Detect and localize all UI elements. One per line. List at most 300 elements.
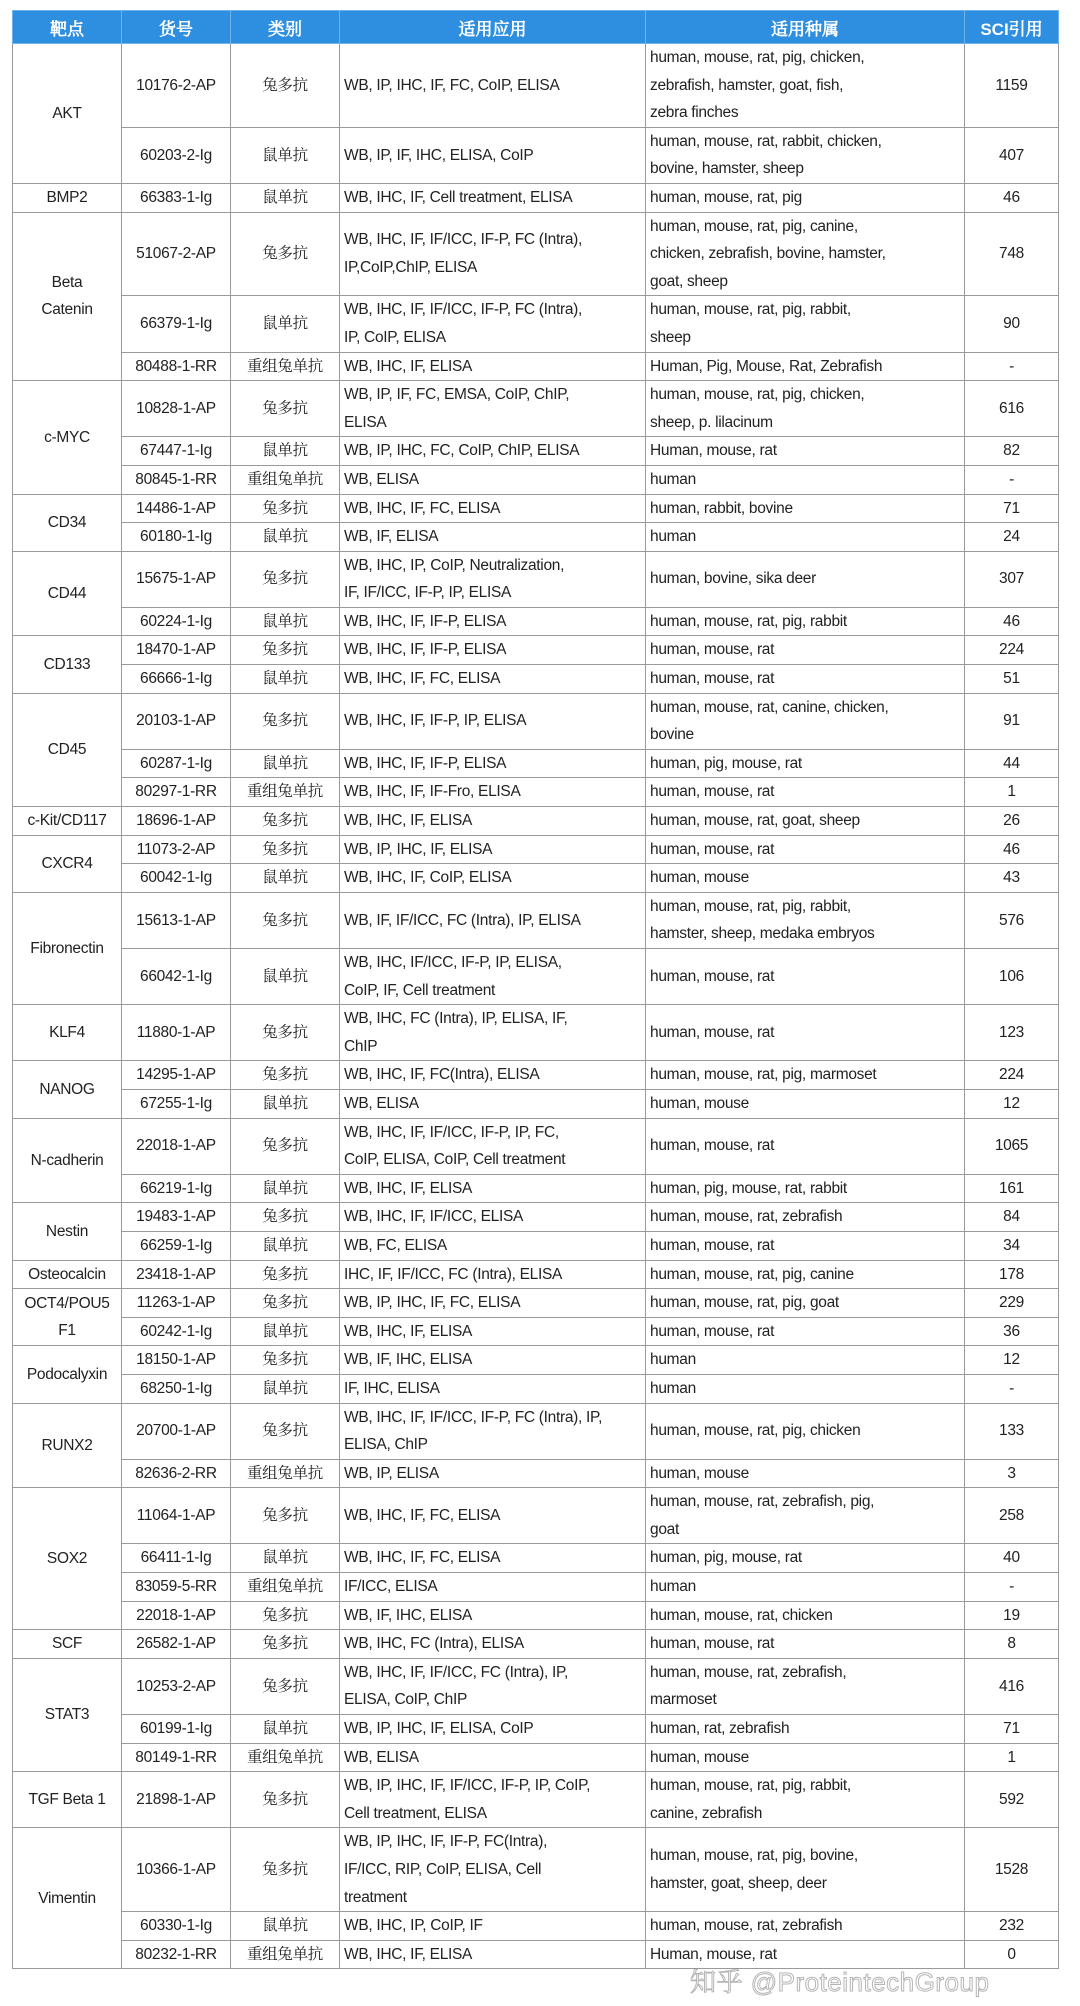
species: human, mouse, rat	[646, 1630, 965, 1659]
sci-citations: 90	[965, 296, 1059, 352]
antibody-type: 鼠单抗	[231, 1544, 340, 1573]
applications: WB, IF, IHC, ELISA	[340, 1346, 646, 1375]
table-row	[13, 1203, 1059, 1232]
sci-citations: 232	[965, 1912, 1059, 1941]
sci-citations: 229	[965, 1289, 1059, 1318]
antibody-type: 鼠单抗	[231, 1912, 340, 1941]
applications: WB, IHC, IF, ELISA	[340, 352, 646, 381]
catalog-number: 26582-1-AP	[122, 1630, 231, 1659]
species: human, mouse, rat, pig, rabbit, sheep	[646, 296, 965, 352]
sci-citations: 1159	[965, 44, 1059, 128]
catalog-number: 67255-1-Ig	[122, 1089, 231, 1118]
sci-citations: 161	[965, 1174, 1059, 1203]
sci-citations: 12	[965, 1346, 1059, 1375]
applications: WB, IHC, IF, ELISA	[340, 1317, 646, 1346]
target-cell: Fibronectin	[13, 892, 122, 1004]
antibody-type: 鼠单抗	[231, 864, 340, 893]
target-cell: CD34	[13, 494, 122, 551]
catalog-number: 60330-1-Ig	[122, 1912, 231, 1941]
target-cell: SOX2	[13, 1488, 122, 1630]
species: human, mouse, rat, pig, rabbit	[646, 607, 965, 636]
header-row	[13, 11, 1059, 44]
target-cell: BMP2	[13, 183, 122, 212]
applications: WB, IHC, IF, IF/ICC, IF-P, FC (Intra), IP, CoIP, ELISA	[340, 296, 646, 352]
applications: WB, IP, IF, FC, EMSA, CoIP, ChIP, ELISA	[340, 381, 646, 437]
applications: WB, FC, ELISA	[340, 1231, 646, 1260]
catalog-number: 10366-1-AP	[122, 1828, 231, 1912]
sci-citations: 0	[965, 1940, 1059, 1969]
species: human	[646, 1573, 965, 1602]
table-row	[13, 1174, 1059, 1203]
antibody-type: 鼠单抗	[231, 183, 340, 212]
catalog-number: 68250-1-Ig	[122, 1374, 231, 1403]
target-cell: CD45	[13, 693, 122, 806]
sci-citations: 592	[965, 1772, 1059, 1828]
catalog-number: 80149-1-RR	[122, 1743, 231, 1772]
applications: IF, IHC, ELISA	[340, 1374, 646, 1403]
catalog-number: 66383-1-Ig	[122, 183, 231, 212]
antibody-type: 鼠单抗	[231, 749, 340, 778]
antibody-type: 鼠单抗	[231, 1374, 340, 1403]
species: human, mouse, rat, pig, chicken, sheep, p. lilacinum	[646, 381, 965, 437]
antibody-type: 兔多抗	[231, 212, 340, 296]
catalog-number: 51067-2-AP	[122, 212, 231, 296]
antibody-type: 兔多抗	[231, 1346, 340, 1375]
catalog-number: 66379-1-Ig	[122, 296, 231, 352]
table-row	[13, 778, 1059, 807]
sci-citations: 36	[965, 1317, 1059, 1346]
catalog-number: 18696-1-AP	[122, 807, 231, 836]
table-row	[13, 1118, 1059, 1174]
species: human, mouse, rat, pig, canine, chicken, zebrafish, bovine, hamster, goat, sheep	[646, 212, 965, 296]
applications: WB, IP, IHC, IF, FC, ELISA	[340, 1289, 646, 1318]
species: human, rabbit, bovine	[646, 494, 965, 523]
antibody-type: 重组兔单抗	[231, 465, 340, 494]
antibody-type: 兔多抗	[231, 1658, 340, 1714]
sci-citations: 748	[965, 212, 1059, 296]
table-row	[13, 437, 1059, 466]
table-row	[13, 381, 1059, 437]
sci-citations: 34	[965, 1231, 1059, 1260]
antibody-type: 鼠单抗	[231, 523, 340, 552]
antibody-type: 兔多抗	[231, 1403, 340, 1459]
applications: WB, IHC, IF, IF/ICC, FC (Intra), IP, ELISA, CoIP, ChIP	[340, 1658, 646, 1714]
catalog-number: 11064-1-AP	[122, 1488, 231, 1544]
sci-citations: 44	[965, 749, 1059, 778]
table-row	[13, 892, 1059, 948]
applications: WB, IHC, IF, FC, ELISA	[340, 494, 646, 523]
antibody-type: 重组兔单抗	[231, 1573, 340, 1602]
species: human, mouse, rat	[646, 1005, 965, 1061]
antibody-type: 兔多抗	[231, 1118, 340, 1174]
target-cell: RUNX2	[13, 1403, 122, 1488]
target-cell: CD133	[13, 636, 122, 693]
table-row	[13, 749, 1059, 778]
target-cell: Vimentin	[13, 1828, 122, 1969]
catalog-number: 60224-1-Ig	[122, 607, 231, 636]
antibody-type: 兔多抗	[231, 494, 340, 523]
table-row	[13, 1743, 1059, 1772]
target-cell: STAT3	[13, 1658, 122, 1771]
catalog-number: 22018-1-AP	[122, 1601, 231, 1630]
catalog-number: 21898-1-AP	[122, 1772, 231, 1828]
catalog-number: 11073-2-AP	[122, 835, 231, 864]
antibody-type: 鼠单抗	[231, 1715, 340, 1744]
applications: WB, IP, IHC, FC, CoIP, ChIP, ELISA	[340, 437, 646, 466]
antibody-type: 兔多抗	[231, 381, 340, 437]
table-row	[13, 693, 1059, 749]
applications: WB, IHC, IF, FC(Intra), ELISA	[340, 1061, 646, 1090]
target-cell: TGF Beta 1	[13, 1772, 122, 1828]
table-row	[13, 1658, 1059, 1714]
table-row	[13, 296, 1059, 352]
species: human, mouse, rat, pig, chicken	[646, 1403, 965, 1459]
catalog-number: 80488-1-RR	[122, 352, 231, 381]
antibody-type: 重组兔单抗	[231, 1459, 340, 1488]
table-row	[13, 1374, 1059, 1403]
applications: WB, IHC, IF, IF/ICC, IF-P, FC (Intra), IP, ELISA, ChIP	[340, 1403, 646, 1459]
sci-citations: 46	[965, 183, 1059, 212]
sci-citations: -	[965, 1374, 1059, 1403]
antibody-type: 兔多抗	[231, 1772, 340, 1828]
table-row	[13, 494, 1059, 523]
catalog-number: 11880-1-AP	[122, 1005, 231, 1061]
species: human, mouse, rat	[646, 1118, 965, 1174]
table-body	[13, 44, 1059, 1969]
sci-citations: 106	[965, 949, 1059, 1005]
applications: WB, IHC, IF, FC, ELISA	[340, 1488, 646, 1544]
sci-citations: 407	[965, 127, 1059, 183]
catalog-number: 60203-2-Ig	[122, 127, 231, 183]
table-row	[13, 551, 1059, 607]
antibody-type: 鼠单抗	[231, 127, 340, 183]
applications: WB, IP, IHC, IF, ELISA	[340, 835, 646, 864]
sci-citations: 258	[965, 1488, 1059, 1544]
antibody-type: 兔多抗	[231, 892, 340, 948]
applications: WB, IHC, IF, IF-P, ELISA	[340, 749, 646, 778]
catalog-number: 66259-1-Ig	[122, 1231, 231, 1260]
target-cell: Beta Catenin	[13, 212, 122, 381]
species: human, mouse	[646, 1459, 965, 1488]
applications: WB, IHC, IF/ICC, IF-P, IP, ELISA, CoIP, IF, Cell treatment	[340, 949, 646, 1005]
species: human, mouse, rat, pig, marmoset	[646, 1061, 965, 1090]
antibody-type: 兔多抗	[231, 693, 340, 749]
target-cell: N-cadherin	[13, 1118, 122, 1203]
catalog-number: 10176-2-AP	[122, 44, 231, 128]
species: Human, mouse, rat	[646, 1940, 965, 1969]
antibody-type: 鼠单抗	[231, 1174, 340, 1203]
applications: WB, IHC, IF, IF-P, ELISA	[340, 636, 646, 665]
antibody-type: 兔多抗	[231, 1828, 340, 1912]
table-row	[13, 1260, 1059, 1289]
species: human, mouse, rat, rabbit, chicken, bovine, hamster, sheep	[646, 127, 965, 183]
table-row	[13, 1005, 1059, 1061]
species: human, mouse, rat, zebrafish	[646, 1203, 965, 1232]
sci-citations: 43	[965, 864, 1059, 893]
catalog-number: 80232-1-RR	[122, 1940, 231, 1969]
table-row	[13, 636, 1059, 665]
applications: WB, IP, IHC, IF, ELISA, CoIP	[340, 1715, 646, 1744]
species: human, pig, mouse, rat	[646, 1544, 965, 1573]
sci-citations: 46	[965, 835, 1059, 864]
antibody-type: 重组兔单抗	[231, 1743, 340, 1772]
sci-citations: 8	[965, 1630, 1059, 1659]
antibody-type: 兔多抗	[231, 1203, 340, 1232]
table-row	[13, 1715, 1059, 1744]
applications: WB, IF, IF/ICC, FC (Intra), IP, ELISA	[340, 892, 646, 948]
antibody-type: 鼠单抗	[231, 665, 340, 694]
antibody-type: 重组兔单抗	[231, 1940, 340, 1969]
sci-citations: 12	[965, 1089, 1059, 1118]
table-row	[13, 1089, 1059, 1118]
table-row	[13, 1573, 1059, 1602]
species: human, mouse, rat, pig, goat	[646, 1289, 965, 1318]
catalog-number: 82636-2-RR	[122, 1459, 231, 1488]
header-catalog: 货号	[122, 11, 231, 44]
catalog-number: 23418-1-AP	[122, 1260, 231, 1289]
species: human, mouse, rat, chicken	[646, 1601, 965, 1630]
table-row	[13, 183, 1059, 212]
sci-citations: 46	[965, 607, 1059, 636]
catalog-number: 66219-1-Ig	[122, 1174, 231, 1203]
catalog-number: 60287-1-Ig	[122, 749, 231, 778]
antibody-type: 兔多抗	[231, 1061, 340, 1090]
sci-citations: 51	[965, 665, 1059, 694]
species: human, mouse, rat, pig	[646, 183, 965, 212]
header-applications: 适用应用	[340, 11, 646, 44]
species: human, rat, zebrafish	[646, 1715, 965, 1744]
applications: WB, IHC, FC (Intra), ELISA	[340, 1630, 646, 1659]
table-row	[13, 1488, 1059, 1544]
table-row	[13, 607, 1059, 636]
table-row	[13, 1772, 1059, 1828]
species: human	[646, 523, 965, 552]
header-sci-citations: SCI引用	[965, 11, 1059, 44]
target-cell: Nestin	[13, 1203, 122, 1260]
antibody-type: 兔多抗	[231, 1289, 340, 1318]
sci-citations: 616	[965, 381, 1059, 437]
sci-citations: 40	[965, 1544, 1059, 1573]
target-cell: CD44	[13, 551, 122, 636]
table-row	[13, 1317, 1059, 1346]
applications: WB, IHC, IF, IF-P, IP, ELISA	[340, 693, 646, 749]
sci-citations: -	[965, 352, 1059, 381]
catalog-number: 83059-5-RR	[122, 1573, 231, 1602]
antibody-type: 鼠单抗	[231, 607, 340, 636]
catalog-number: 14295-1-AP	[122, 1061, 231, 1090]
catalog-number: 15613-1-AP	[122, 892, 231, 948]
species: human, mouse, rat	[646, 778, 965, 807]
antibody-type: 兔多抗	[231, 807, 340, 836]
table-row	[13, 127, 1059, 183]
sci-citations: 576	[965, 892, 1059, 948]
species: human, mouse, rat	[646, 636, 965, 665]
applications: WB, IHC, IF, IF/ICC, ELISA	[340, 1203, 646, 1232]
table-row	[13, 1231, 1059, 1260]
header-target: 靶点	[13, 11, 122, 44]
species: human, mouse	[646, 1089, 965, 1118]
antibody-type: 重组兔单抗	[231, 778, 340, 807]
table-row	[13, 44, 1059, 128]
catalog-number: 19483-1-AP	[122, 1203, 231, 1232]
applications: WB, IF, IHC, ELISA	[340, 1601, 646, 1630]
applications: WB, ELISA	[340, 1743, 646, 1772]
species: human, mouse	[646, 1743, 965, 1772]
catalog-number: 18150-1-AP	[122, 1346, 231, 1375]
table-row	[13, 949, 1059, 1005]
sci-citations: 133	[965, 1403, 1059, 1459]
table-row	[13, 1061, 1059, 1090]
table-row	[13, 1601, 1059, 1630]
applications: WB, IHC, IP, CoIP, Neutralization, IF, IF/ICC, IF-P, IP, ELISA	[340, 551, 646, 607]
sci-citations: 123	[965, 1005, 1059, 1061]
antibody-type: 鼠单抗	[231, 949, 340, 1005]
catalog-number: 22018-1-AP	[122, 1118, 231, 1174]
catalog-number: 60242-1-Ig	[122, 1317, 231, 1346]
catalog-number: 80845-1-RR	[122, 465, 231, 494]
catalog-number: 80297-1-RR	[122, 778, 231, 807]
catalog-number: 20103-1-AP	[122, 693, 231, 749]
species: human	[646, 465, 965, 494]
species: human, pig, mouse, rat, rabbit	[646, 1174, 965, 1203]
antibody-type: 兔多抗	[231, 636, 340, 665]
antibody-type: 鼠单抗	[231, 1231, 340, 1260]
target-cell: CXCR4	[13, 835, 122, 892]
species: human, mouse, rat	[646, 1317, 965, 1346]
antibody-table	[12, 10, 1059, 1969]
applications: WB, IHC, IF, FC, ELISA	[340, 665, 646, 694]
species: human, mouse, rat	[646, 949, 965, 1005]
antibody-type: 鼠单抗	[231, 1089, 340, 1118]
sci-citations: 82	[965, 437, 1059, 466]
species: human, mouse, rat, zebrafish	[646, 1912, 965, 1941]
sci-citations: -	[965, 1573, 1059, 1602]
sci-citations: 1065	[965, 1118, 1059, 1174]
sci-citations: 1	[965, 1743, 1059, 1772]
species: human, pig, mouse, rat	[646, 749, 965, 778]
antibody-type: 鼠单抗	[231, 296, 340, 352]
applications: WB, IHC, FC (Intra), IP, ELISA, IF, ChIP	[340, 1005, 646, 1061]
sci-citations: 307	[965, 551, 1059, 607]
antibody-type: 兔多抗	[231, 551, 340, 607]
applications: IHC, IF, IF/ICC, FC (Intra), ELISA	[340, 1260, 646, 1289]
sci-citations: 1528	[965, 1828, 1059, 1912]
applications: WB, IHC, IF, CoIP, ELISA	[340, 864, 646, 893]
catalog-number: 67447-1-Ig	[122, 437, 231, 466]
sci-citations: 3	[965, 1459, 1059, 1488]
applications: WB, IHC, IF, IF-Fro, ELISA	[340, 778, 646, 807]
target-cell: c-MYC	[13, 381, 122, 494]
sci-citations: -	[965, 465, 1059, 494]
sci-citations: 416	[965, 1658, 1059, 1714]
table-row	[13, 1828, 1059, 1912]
species: human, mouse, rat	[646, 665, 965, 694]
species: Human, mouse, rat	[646, 437, 965, 466]
target-cell: SCF	[13, 1630, 122, 1659]
applications: WB, ELISA	[340, 465, 646, 494]
applications: WB, IHC, IF, Cell treatment, ELISA	[340, 183, 646, 212]
table-row	[13, 523, 1059, 552]
applications: IF/ICC, ELISA	[340, 1573, 646, 1602]
antibody-type: 鼠单抗	[231, 1317, 340, 1346]
table-row	[13, 1403, 1059, 1459]
species: human	[646, 1374, 965, 1403]
target-cell: NANOG	[13, 1061, 122, 1118]
species: human, mouse, rat, pig, bovine, hamster, goat, sheep, deer	[646, 1828, 965, 1912]
sci-citations: 71	[965, 494, 1059, 523]
species: human, mouse, rat, pig, chicken, zebrafish, hamster, goat, fish, zebra finches	[646, 44, 965, 128]
species: human, mouse, rat, zebrafish, marmoset	[646, 1658, 965, 1714]
sci-citations: 26	[965, 807, 1059, 836]
catalog-number: 60199-1-Ig	[122, 1715, 231, 1744]
antibody-type: 兔多抗	[231, 1601, 340, 1630]
sci-citations: 91	[965, 693, 1059, 749]
species: human, mouse, rat, goat, sheep	[646, 807, 965, 836]
applications: WB, IP, IF, IHC, ELISA, CoIP	[340, 127, 646, 183]
species: human, mouse, rat, zebrafish, pig, goat	[646, 1488, 965, 1544]
table-row	[13, 1630, 1059, 1659]
species: human, mouse, rat	[646, 835, 965, 864]
table-row	[13, 1912, 1059, 1941]
applications: WB, IP, IHC, IF, IF-P, FC(Intra), IF/ICC, RIP, CoIP, ELISA, Cell treatment	[340, 1828, 646, 1912]
antibody-type: 兔多抗	[231, 1005, 340, 1061]
table-row	[13, 212, 1059, 296]
catalog-number: 20700-1-AP	[122, 1403, 231, 1459]
sci-citations: 84	[965, 1203, 1059, 1232]
target-cell: KLF4	[13, 1005, 122, 1061]
species: human, mouse, rat, canine, chicken, bovine	[646, 693, 965, 749]
applications: WB, IF, ELISA	[340, 523, 646, 552]
catalog-number: 10253-2-AP	[122, 1658, 231, 1714]
table-row	[13, 665, 1059, 694]
applications: WB, IHC, IF, FC, ELISA	[340, 1544, 646, 1573]
table-row	[13, 807, 1059, 836]
species: human, mouse, rat, pig, canine	[646, 1260, 965, 1289]
applications: WB, IHC, IF, ELISA	[340, 807, 646, 836]
antibody-type: 兔多抗	[231, 1260, 340, 1289]
header-type: 类别	[231, 11, 340, 44]
catalog-number: 14486-1-AP	[122, 494, 231, 523]
table-row	[13, 465, 1059, 494]
sci-citations: 24	[965, 523, 1059, 552]
table-row	[13, 1459, 1059, 1488]
catalog-number: 60042-1-Ig	[122, 864, 231, 893]
antibody-type: 重组兔单抗	[231, 352, 340, 381]
target-cell: AKT	[13, 44, 122, 184]
header-species: 适用种属	[646, 11, 965, 44]
catalog-number: 66411-1-Ig	[122, 1544, 231, 1573]
catalog-number: 10828-1-AP	[122, 381, 231, 437]
applications: WB, IP, IHC, IF, IF/ICC, IF-P, IP, CoIP, Cell treatment, ELISA	[340, 1772, 646, 1828]
antibody-type: 兔多抗	[231, 835, 340, 864]
catalog-number: 18470-1-AP	[122, 636, 231, 665]
species: human, mouse, rat	[646, 1231, 965, 1260]
species: human	[646, 1346, 965, 1375]
catalog-number: 66042-1-Ig	[122, 949, 231, 1005]
species: human, bovine, sika deer	[646, 551, 965, 607]
antibody-type: 兔多抗	[231, 44, 340, 128]
applications: WB, IHC, IF, IF-P, ELISA	[340, 607, 646, 636]
watermark: 知乎 @ProteintechGroup	[690, 1967, 990, 1997]
species: human, mouse, rat, pig, rabbit, hamster, sheep, medaka embryos	[646, 892, 965, 948]
sci-citations: 224	[965, 636, 1059, 665]
table-row	[13, 1346, 1059, 1375]
table-row	[13, 1544, 1059, 1573]
target-cell: OCT4/POU5 F1	[13, 1289, 122, 1346]
target-cell: c-Kit/CD117	[13, 807, 122, 836]
species: human, mouse, rat, pig, rabbit, canine, zebrafish	[646, 1772, 965, 1828]
sci-citations: 178	[965, 1260, 1059, 1289]
